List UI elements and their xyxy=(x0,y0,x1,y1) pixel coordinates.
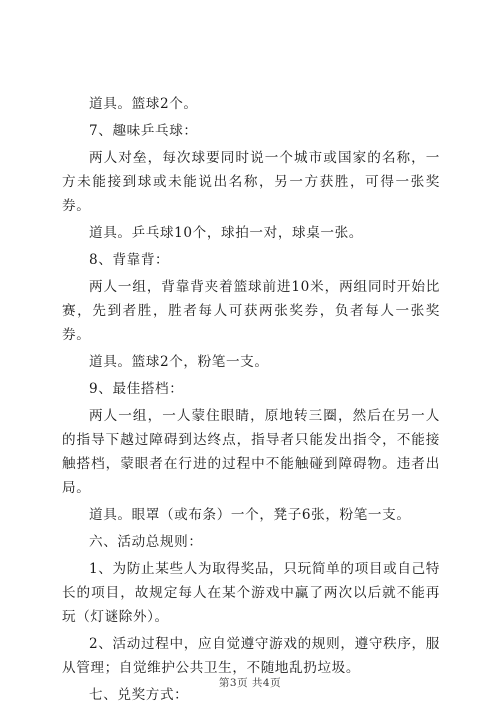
document-body xyxy=(62,92,440,707)
section-heading: 七、兑奖方式： xyxy=(89,687,189,703)
section-heading: 7、趣味乒乓球： xyxy=(89,123,198,139)
paragraph: 道具。乒乓球10个，球拍一对，球桌一张。 xyxy=(89,225,363,241)
paragraph: 道具。篮球2个。 xyxy=(89,96,198,112)
paragraph: 1、为防止某些人为取得奖品，只玩简单的项目或自己特长的项目，故规定每人在某个游戏中赢了两次以后就不能再玩（灯谜除外）。 xyxy=(62,561,440,625)
section-heading: 9、最佳搭档： xyxy=(89,381,184,397)
paragraph: 道具。眼罩（或布条）一个，凳子6张，粉笔一支。 xyxy=(89,507,411,523)
page-footer: 第3页 共4页 xyxy=(218,677,282,689)
section-heading: 六、活动总规则： xyxy=(89,534,203,550)
paragraph: 2、活动过程中，应自觉遵守游戏的规则，遵守秩序，服从管理；自觉维护公共卫生，不随地乱扔垃圾。 xyxy=(62,636,440,676)
paragraph: 道具。篮球2个，粉笔一支。 xyxy=(89,354,269,370)
section-heading: 8、背靠背： xyxy=(89,252,170,268)
paragraph: 两人一组，背靠背夹着篮球前进10米，两组同时开始比赛，先到者胜，胜者每人可获两张奖券，负者每人一张奖券。 xyxy=(62,279,440,343)
paragraph: 两人对垒，每次球要同时说一个城市或国家的名称，一方未能接到球或未能说出名称，另一方获胜，可得一张奖券。 xyxy=(62,150,440,214)
paragraph: 两人一组，一人蒙住眼睛，原地转三圈，然后在另一人的指导下越过障碍到达终点，指导者只能发出指令，不能接触搭档，蒙眼者在行进的过程中不能触碰到障碍物。违者出局。 xyxy=(62,408,440,496)
